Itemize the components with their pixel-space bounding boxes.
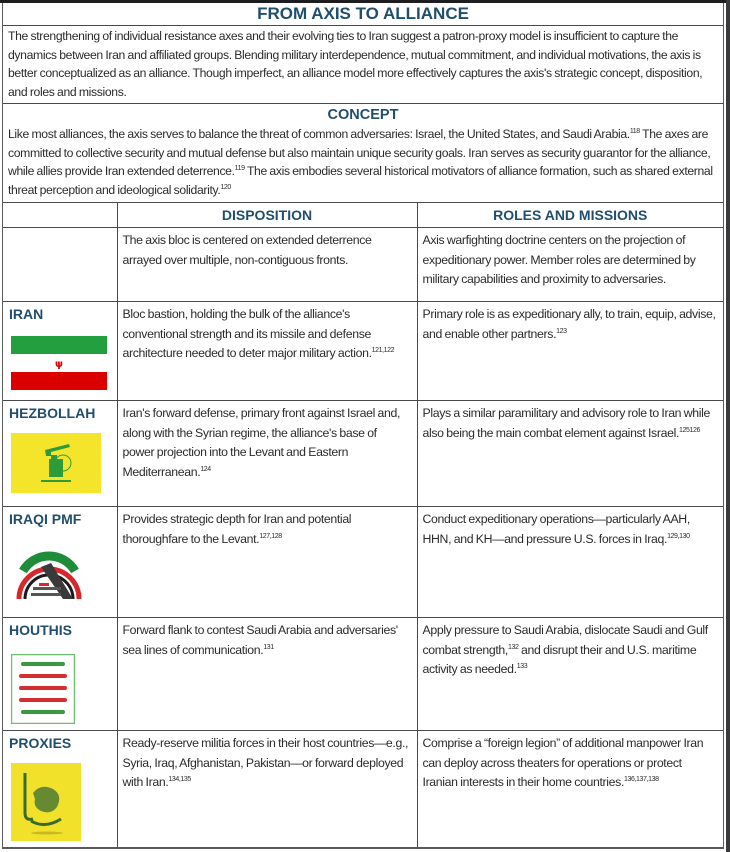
alliance-table-frame: [2, 3, 724, 849]
overview-row: [3, 228, 723, 302]
actor-cell-houthis: [3, 618, 117, 731]
footnote-ref: 132: [508, 643, 519, 651]
footnote-ref: 119: [234, 165, 245, 172]
disposition-cell: [117, 731, 417, 849]
roles-text-b: and disrupt their and U.S. maritime activity as needed.: [422, 642, 697, 676]
footnote-ref: 129,130: [667, 532, 690, 540]
pmf-emblem-icon: [11, 537, 87, 603]
concept-heading: CONCEPT: [327, 107, 399, 123]
concept-paragraph: [3, 124, 723, 202]
overview-roles: Axis warfighting doctrine centers on the projection of expeditionary power. Member roles are determined by military capabilities and proximity to adversaries.: [417, 228, 723, 302]
actor-name: IRAQI PMF: [9, 511, 82, 527]
actor-cell-hezbollah: [3, 401, 117, 507]
footnote-ref: 123: [556, 327, 567, 335]
page-title: FROM AXIS TO ALLIANCE: [3, 3, 723, 26]
table-row-iraqi-pmf: [3, 507, 723, 618]
concept-text-b: The axes are committed to collective security and mutual defense but also maintain unique security goals. Iran serves as security guarantor for the alliance, while allies provide Iran extended deterrence.: [8, 127, 711, 178]
footnote-ref: 134,135: [168, 776, 191, 783]
roles-text-a: Apply pressure to Saudi Arabia, dislocate Saudi and Gulf combat strength,: [422, 623, 708, 657]
disposition-cell: [117, 618, 417, 731]
footnote-ref: 124: [200, 465, 211, 473]
actor-name: IRAN: [9, 306, 44, 322]
roles-cell: [417, 618, 723, 731]
disposition-text: Bloc bastion, holding the bulk of the alliance's conventional strength and its missile and defense architecture needed to deter major military action.: [122, 307, 372, 360]
column-header-roles: ROLES AND MISSIONS: [417, 203, 723, 228]
table-row-hezbollah: [3, 401, 723, 507]
actor-name: PROXIES: [9, 735, 72, 751]
footnote-ref: 118: [629, 128, 640, 135]
actor-name: HEZBOLLAH: [9, 405, 96, 421]
roles-text: Comprise a “foreign legion” of additional manpower Iran can deploy across theaters for operations or protect Iranian interests in their home countries.: [422, 736, 704, 789]
empty-header-cell: [3, 203, 117, 228]
concept-section: [3, 104, 723, 203]
intro-paragraph: The strengthening of individual resistance axes and their evolving ties to Iran suggest a patron-proxy model is insufficient to capture the dynamics between Iran and affiliated groups. Blending military interdependence, mutual commitment, and individual motivations, the axis is better conceptualized as an alliance. Though imperfect, an alliance model more effectively captures the axis's strategic concept, disposition, and roles and missions.: [8, 29, 703, 99]
roles-text: Primary role is as expeditionary ally, to train, equip, advise, and enable other partners.: [422, 307, 716, 341]
roles-cell: [417, 731, 723, 849]
footnote-ref: 131: [263, 643, 274, 651]
disposition-cell: [117, 401, 417, 507]
disposition-text: Provides strategic depth for Iran and potential thoroughfare to the Levant.: [122, 512, 352, 546]
roles-cell: [417, 401, 723, 507]
alliance-table: [3, 203, 723, 849]
disposition-text: Iran's forward defense, primary front against Israel and, along with the Syrian regime, the alliance's base of power projection into the Levant and Eastern Mediterranean.: [122, 406, 401, 479]
disposition-cell: [117, 302, 417, 401]
table-row-iran: [3, 302, 723, 401]
roles-text: Conduct expeditionary operations—particularly AAH, HHN, and KH—and pressure U.S. forces in Iraq.: [422, 512, 690, 546]
column-header-row: [3, 203, 723, 228]
concept-text-a: Like most alliances, the axis serves to balance the threat of common adversaries: Israel, the United States, and Saudi Arabia.: [8, 127, 630, 141]
footnote-ref: 121,122: [371, 347, 395, 354]
disposition-cell: [117, 507, 417, 618]
footnote-ref: 127,128: [259, 532, 282, 540]
roles-text: Plays a similar paramilitary and advisory role to Iran while also being the main combat element against Israel.: [422, 406, 711, 440]
right-window-edge: [726, 0, 730, 852]
intro-section: [3, 3, 723, 104]
svg-text:ψ: ψ: [55, 359, 63, 370]
footnote-ref: 133: [516, 663, 528, 670]
roles-cell: [417, 302, 723, 401]
footnote-ref: 125126: [679, 426, 700, 434]
actor-cell-iraqi-pmf: [3, 507, 117, 618]
proxies-flag-icon: [11, 763, 81, 841]
actor-name: HOUTHIS: [9, 622, 72, 638]
actor-cell-proxies: [3, 731, 117, 849]
empty-actor-cell: [3, 228, 117, 302]
footnote-ref: 136,137,138: [624, 776, 659, 783]
hezbollah-flag-icon: [11, 433, 101, 493]
disposition-text: Forward flank to contest Saudi Arabia and adversaries' sea lines of communication.: [122, 623, 398, 657]
table-row-proxies: [3, 731, 723, 849]
actor-cell-iran: [3, 302, 117, 401]
concept-text-c: The axis embodies several historical motivators of alliance formation, such as shared external threat perception and ideological solidarity.: [8, 164, 713, 197]
houthi-slogan-icon: [11, 654, 75, 724]
table-row-houthis: [3, 618, 723, 731]
iran-flag-icon: [11, 336, 107, 390]
disposition-text: Ready-reserve militia forces in their host countries—e.g., Syria, Iraq, Afghanistan, Pakistan—or forward deployed with Iran.: [122, 736, 409, 789]
column-header-disposition: DISPOSITION: [117, 203, 417, 228]
roles-cell: [417, 507, 723, 618]
footnote-ref: 120: [220, 183, 231, 191]
overview-disposition: The axis bloc is centered on extended deterrence arrayed over multiple, non-contiguous fronts.: [117, 228, 417, 302]
